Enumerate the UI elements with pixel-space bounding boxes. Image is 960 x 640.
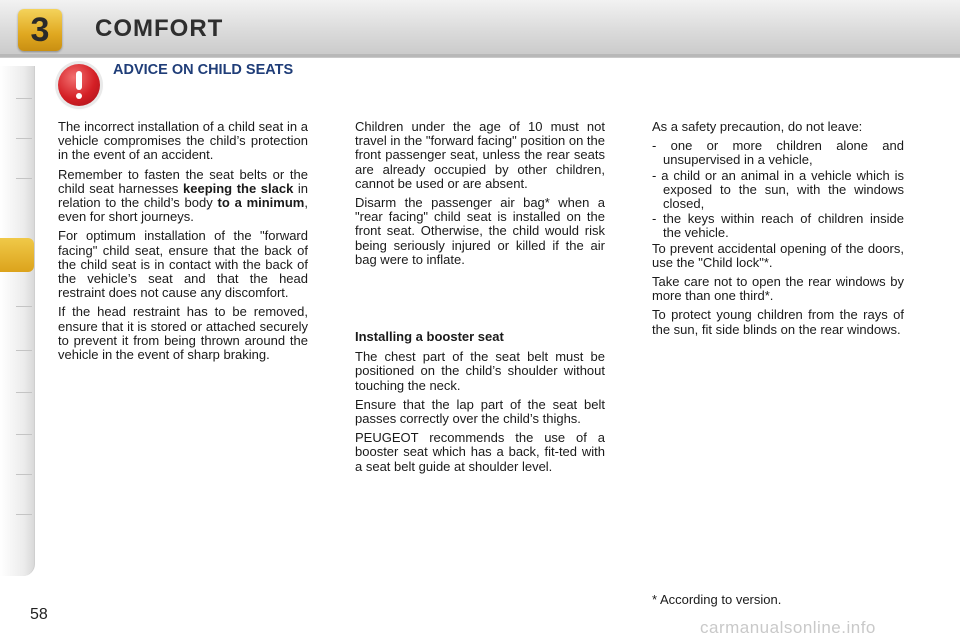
chapter-badge [18, 9, 62, 51]
tab-divider [16, 474, 32, 475]
tab-divider [16, 392, 32, 393]
column-left [58, 120, 308, 367]
watermark: carmanualsonline.info [700, 618, 876, 637]
paragraph: Take care not to open the rear windows by more than one third*. [652, 274, 904, 304]
header-divider [0, 54, 960, 57]
paragraph: Remember to fasten the seat belts or the child seat harnesses keeping the slack in relation to the child’s body to a minimum, even for short journeys. [58, 166, 308, 225]
paragraph: For optimum installation of the "forward facing" child seat, ensure that the back of the child seat is in contact with the back of the vehicle’s seat and that the head restraint does not cause any discomfort. [58, 228, 308, 301]
list-item: - a child or an animal in a vehicle which is exposed to the sun, with the windows closed, [652, 167, 904, 212]
warning-exclamation-icon [58, 64, 100, 106]
tab-divider [16, 306, 32, 307]
paragraph: As a safety precaution, do not leave: [652, 119, 863, 134]
paragraph: Disarm the passenger air bag* when a "rear facing" child seat is installed on the front seat. Otherwise, the child would risk being seriously injured or killed if the air bag were to inflate. [355, 195, 605, 267]
tab-divider [16, 138, 32, 139]
tab-divider [16, 434, 32, 435]
chapter-title: COMFORT [95, 15, 224, 42]
paragraph: If the head restraint has to be removed, ensure that it is stored or attached securely to prevent it from being thrown around the vehicle in the event of sharp braking. [58, 304, 308, 363]
paragraph: To prevent accidental opening of the doors, use the "Child lock"*. [652, 240, 904, 270]
tab-divider [16, 350, 32, 351]
list-item: - one or more children alone and unsupervised in a vehicle, [652, 138, 904, 168]
list-item: - the keys within reach of children inside the vehicle. [652, 211, 904, 241]
paragraph: PEUGEOT recommends the use of a booster seat which has a back, fit-ted with a seat belt guide at shoulder level. [355, 430, 605, 474]
chapter-tabs [0, 66, 35, 576]
paragraph: Ensure that the lap part of the seat belt passes correctly over the child’s thighs. [355, 396, 605, 427]
page-number: 58 [30, 606, 48, 623]
paragraph: The incorrect installation of a child seat in a vehicle compromises the child’s protection in the event of an accident. [58, 119, 308, 163]
booster-seat-section [355, 330, 605, 479]
chapter-tab-active[interactable] [0, 238, 34, 272]
emphasis: to a minimum [217, 195, 305, 211]
column-middle [355, 120, 605, 272]
column-right [652, 120, 904, 342]
footnote: * According to version. [652, 592, 782, 607]
paragraph: Children under the age of 10 must not travel in the "forward facing" position on the front passenger seat, unless the rear seats are already occupied by other children, cannot be used or are absent. [355, 119, 605, 191]
chapter-number: 3 [30, 11, 50, 49]
tab-divider [16, 514, 32, 515]
subheading: Installing a booster seat [355, 329, 504, 344]
tab-divider [16, 98, 32, 99]
paragraph: The chest part of the seat belt must be positioned on the child’s shoulder without touching the neck. [355, 349, 605, 393]
emphasis: keeping the slack [183, 180, 294, 196]
section-title: ADVICE ON CHILD SEATS [113, 62, 294, 78]
tab-divider [16, 178, 32, 179]
paragraph: To protect young children from the rays of the sun, fit side blinds on the rear windows. [652, 307, 904, 337]
